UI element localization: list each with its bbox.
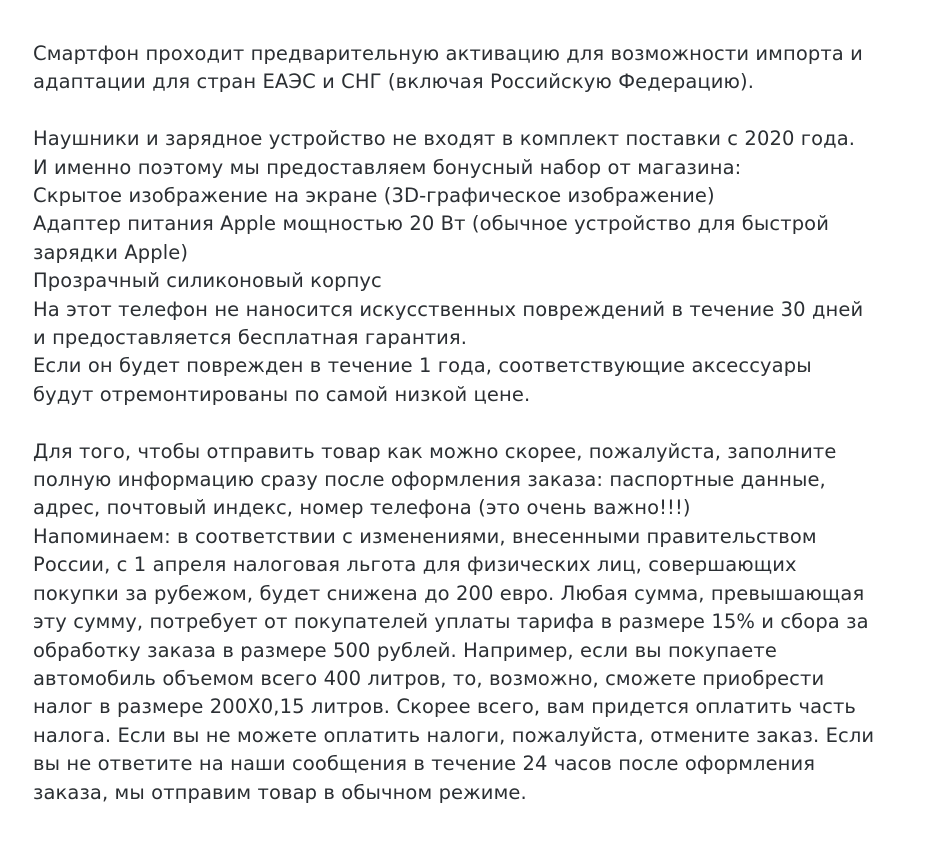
text-line: адрес, почтовый индекс, номер телефона (это очень важно!!!) <box>33 496 691 520</box>
text-line: Прозрачный силиконовый корпус <box>33 269 382 293</box>
paragraph-activation <box>33 40 903 97</box>
paragraph-shipping-taxes <box>33 438 903 807</box>
text-line: эту сумму, потребует от покупателей уплаты тарифа в размере 15% и сбора за <box>33 610 869 634</box>
text-line: налога. Если вы не можете оплатить налоги, пожалуйста, отмените заказ. Если <box>33 723 875 747</box>
text-line: России, с 1 апреля налоговая льгота для физических лиц, совершающих <box>33 553 797 577</box>
text-line: И именно поэтому мы предоставляем бонусный набор от магазина: <box>33 155 742 179</box>
text-line: На этот телефон не наносится искусственных повреждений в течение 30 дней <box>33 297 864 321</box>
text-line: будут отремонтированы по самой низкой цене. <box>33 382 531 406</box>
text-line: автомобиль объемом всего 400 литров, то, возможно, сможете приобрести <box>33 666 825 690</box>
text-line: налог в размере 200X0,15 литров. Скорее всего, вам придется оплатить часть <box>33 695 857 719</box>
text-line: Скрытое изображение на экране (3D-графическое изображение) <box>33 184 715 208</box>
paragraph-bonus-kit <box>33 125 903 409</box>
text-line: Для того, чтобы отправить товар как можно скорее, пожалуйста, заполните <box>33 439 837 463</box>
text-line: вы не ответите на наши сообщения в течение 24 часов после оформления <box>33 752 816 776</box>
text-line: покупки за рубежом, будет снижена до 200 евро. Любая сумма, превышающая <box>33 581 865 605</box>
text-line: Адаптер питания Apple мощностью 20 Вт (обычное устройство для быстрой <box>33 212 829 236</box>
product-description <box>33 40 903 807</box>
text-line: заказа, мы отправим товар в обычном режиме. <box>33 780 527 804</box>
text-line: адаптации для стран ЕАЭС и СНГ (включая Российскую Федерацию). <box>33 70 755 94</box>
text-line: зарядки Apple) <box>33 240 189 264</box>
text-line: Наушники и зарядное устройство не входят в комплект поставки с 2020 года. <box>33 127 856 151</box>
text-line: Смартфон проходит предварительную активацию для возможности импорта и <box>33 42 863 65</box>
text-line: Если он будет поврежден в течение 1 года, соответствующие аксессуары <box>33 354 812 378</box>
text-line: и предоставляется бесплатная гарантия. <box>33 326 468 350</box>
text-line: обработку заказа в размере 500 рублей. Например, если вы покупаете <box>33 638 777 662</box>
text-line: полную информацию сразу после оформления заказа: паспортные данные, <box>33 468 826 492</box>
text-line: Напоминаем: в соответствии с изменениями, внесенными правительством <box>33 524 817 548</box>
